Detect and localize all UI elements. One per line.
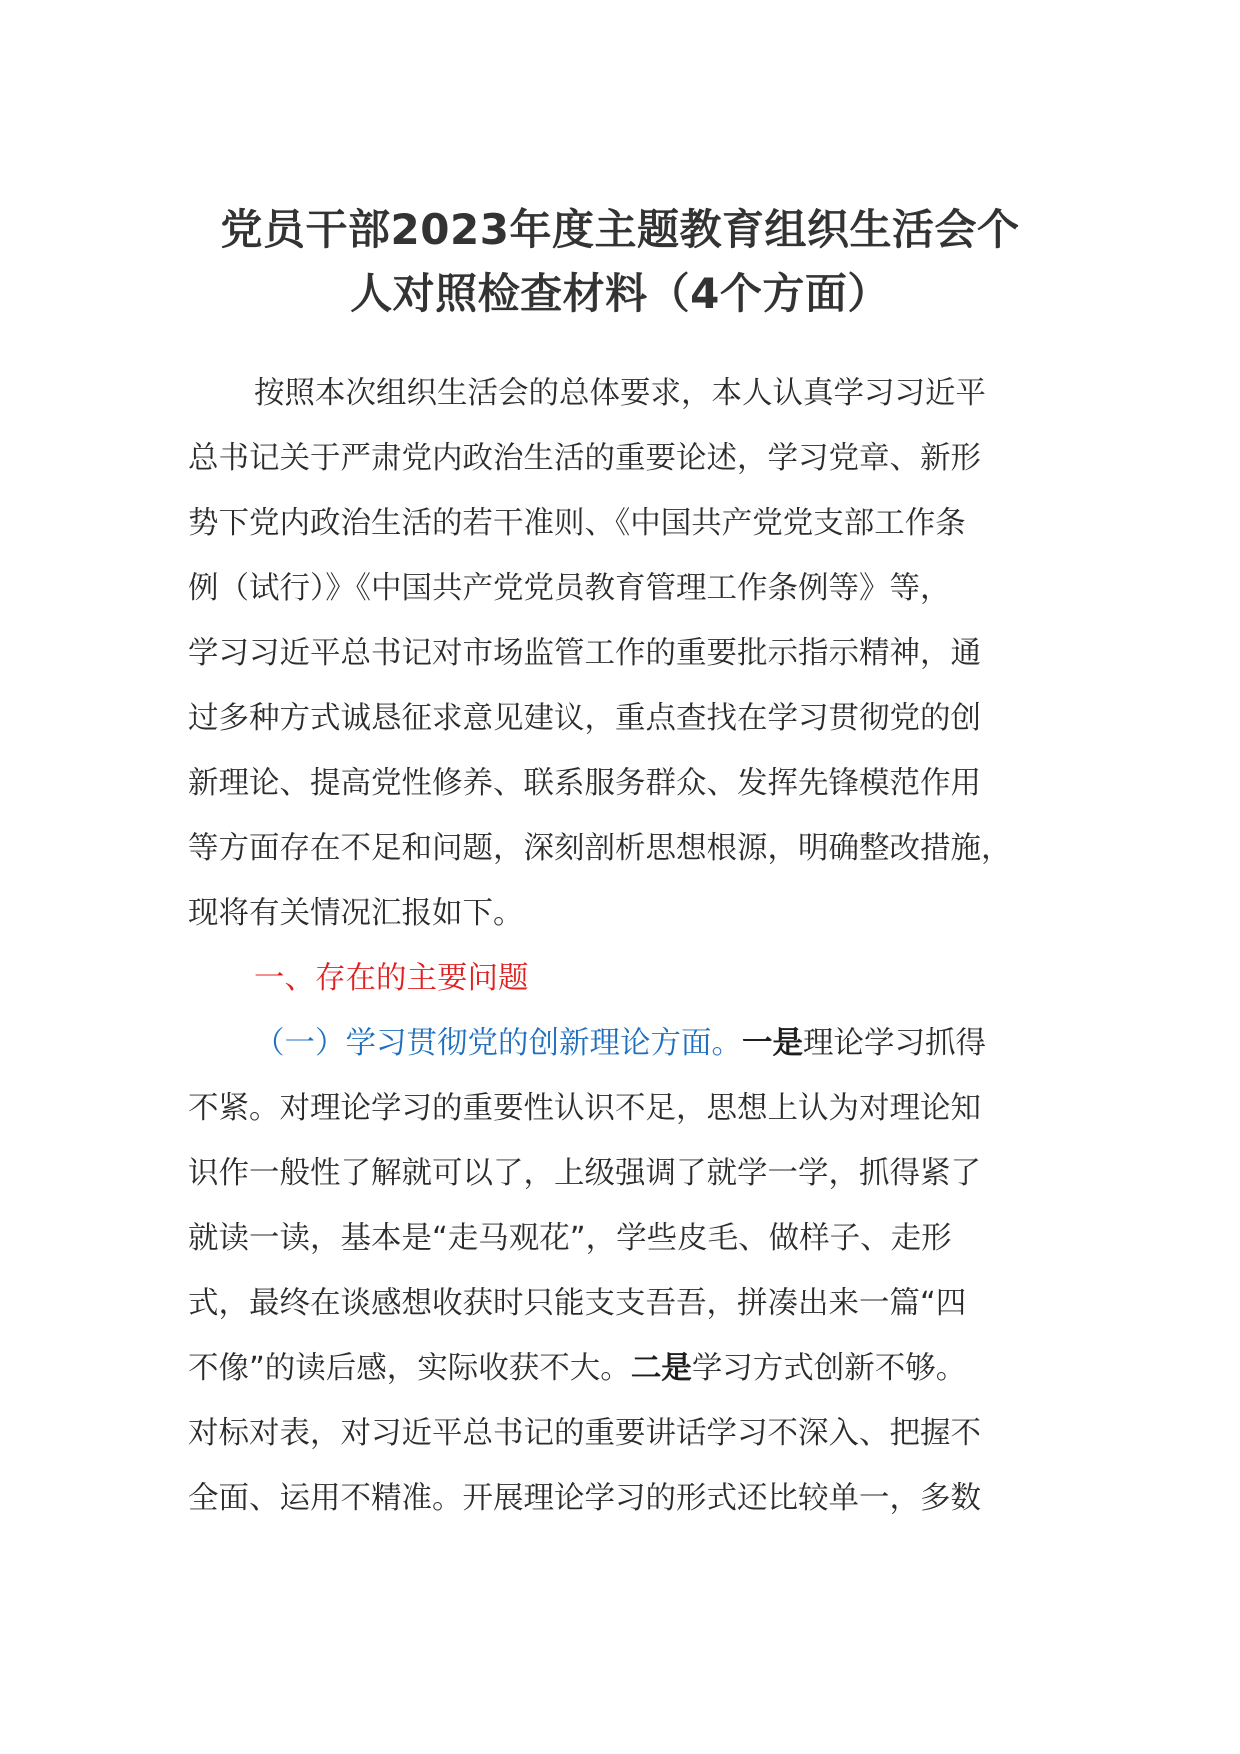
body-line-mixed xyxy=(188,1336,1060,1401)
body-line: 不紧。对理论学习的重要性认识不足，思想上认为对理论知 xyxy=(188,1091,981,1126)
point-one-text: 理论学习抓得 xyxy=(803,1026,986,1061)
body-line: 式，最终在谈感想收获时只能支支吾吾，拼凑出来一篇“四 xyxy=(188,1286,967,1321)
point-one-end-text: 不像”的读后感，实际收获不大。 xyxy=(188,1351,631,1386)
intro-line: 过多种方式诚恳征求意见建议，重点查找在学习贯彻党的创 xyxy=(188,701,981,736)
body-line: 对标对表，对习近平总书记的重要讲话学习不深入、把握不 xyxy=(188,1416,981,1451)
body-line: 就读一读，基本是“走马观花”，学些皮毛、做样子、走形 xyxy=(188,1221,952,1256)
intro-line: 总书记关于严肃党内政治生活的重要论述，学习党章、新形 xyxy=(188,441,981,476)
intro-line: 等方面存在不足和问题，深刻剖析思想根源，明确整改措施， xyxy=(188,831,1012,866)
intro-line: 势下党内政治生活的若干准则、《中国共产党党支部工作条 xyxy=(188,506,966,541)
section-heading: 一、存在的主要问题 xyxy=(254,961,529,996)
body-line: 识作一般性了解就可以了，上级强调了就学一学，抓得紧了 xyxy=(188,1156,981,1191)
subsection-heading: （一）学习贯彻党的创新理论方面。 xyxy=(254,1026,742,1061)
intro-line: 学习习近平总书记对市场监管工作的重要批示指示精神，通 xyxy=(188,636,981,671)
intro-line: 现将有关情况汇报如下。 xyxy=(188,896,524,931)
intro-line: 按照本次组织生活会的总体要求，本人认真学习习近平 xyxy=(254,376,986,411)
intro-line: 新理论、提高党性修养、联系服务群众、发挥先锋模范作用 xyxy=(188,766,981,801)
point-marker-one: 一是 xyxy=(742,1026,803,1061)
body-line: 全面、运用不精准。开展理论学习的形式还比较单一，多数 xyxy=(188,1481,981,1516)
subsection-first-line xyxy=(188,1011,1060,1076)
document-body xyxy=(188,361,1060,1531)
title-line-2: 人对照检查材料（4个方面） xyxy=(350,269,890,318)
point-two-text: 学习方式创新不够。 xyxy=(691,1351,967,1386)
point-marker-two: 二是 xyxy=(630,1351,692,1386)
document-title xyxy=(150,198,1090,326)
title-line-1: 党员干部2023年度主题教育组织生活会个 xyxy=(220,205,1020,254)
intro-line: 例（试行）》《中国共产党党员教育管理工作条例等》等， xyxy=(188,571,951,606)
